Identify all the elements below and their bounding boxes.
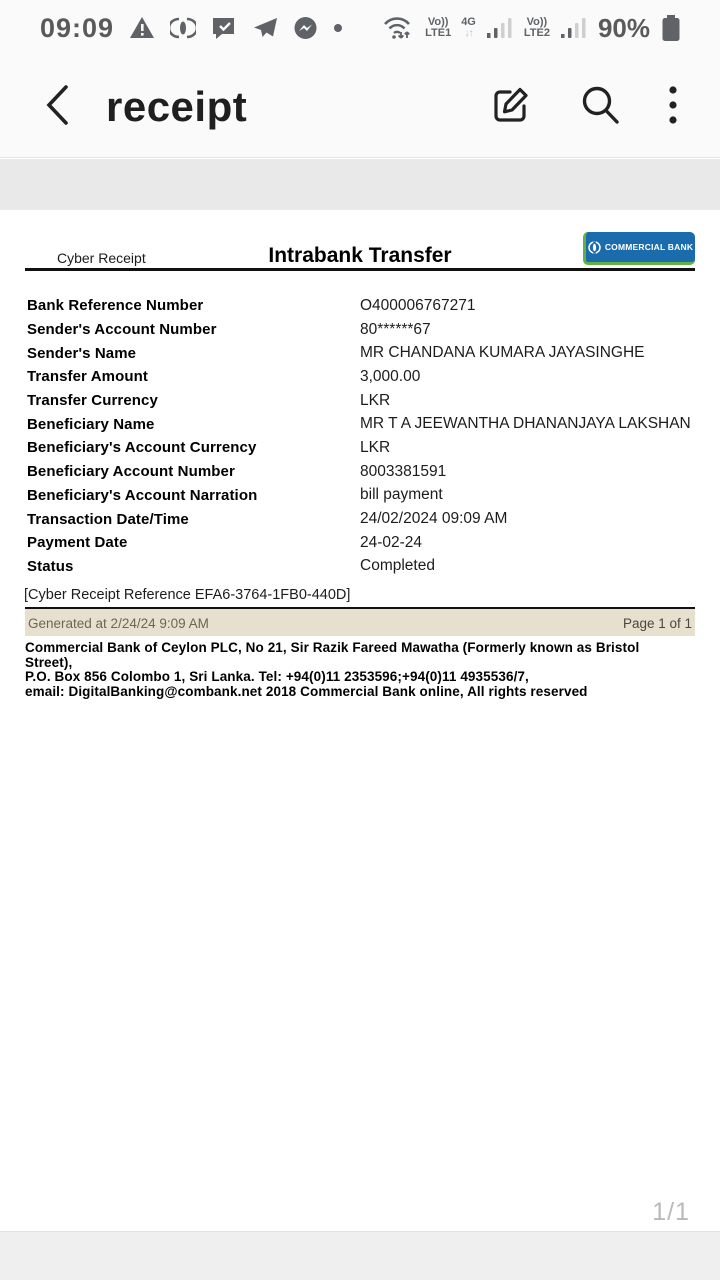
field-label: Bank Reference Number <box>27 297 204 315</box>
bottom-nav-bar <box>0 1231 720 1280</box>
field-value: MR CHANDANA KUMARA JAYASINGHE <box>360 344 645 362</box>
field-label: Payment Date <box>27 534 128 552</box>
overflow-menu-icon <box>668 84 678 129</box>
volte-lte2-indicator: Vo)) LTE2 <box>523 16 550 39</box>
field-value: LKR <box>360 438 391 456</box>
chat-icon <box>211 16 237 41</box>
edit-icon <box>490 84 532 129</box>
field-row <box>27 318 695 342</box>
field-value: 80******67 <box>360 320 431 338</box>
field-row <box>27 484 695 508</box>
bank-logo-glyph <box>588 241 601 254</box>
field-value: Completed <box>360 557 435 575</box>
receipt-fields <box>27 294 695 578</box>
4g-indicator: 4G ↓↑ <box>461 16 476 39</box>
field-value: bill payment <box>360 486 443 504</box>
address-line: email: DigitalBanking@combank.net 2018 Commercial Bank online, All rights reserved <box>25 683 588 699</box>
signal-bars-2 <box>560 15 588 41</box>
wifi-icon <box>381 14 415 42</box>
field-value: MR T A JEEWANTHA DHANANJAYA LAKSHAN <box>360 415 691 433</box>
status-bar <box>0 0 720 56</box>
app-bar <box>0 56 720 158</box>
bank-logo-text: COMMERCIAL BANK <box>604 242 694 252</box>
page-count-label: Page 1 of 1 <box>622 616 692 631</box>
volte-lte1-indicator: Vo)) LTE1 <box>425 16 452 39</box>
address-line: P.O. Box 856 Colombo 1, Sri Lanka. Tel: +94(0)11 2353596;+94(0)11 4935536/7, <box>25 669 529 685</box>
field-label: Beneficiary's Account Currency <box>27 439 257 457</box>
header-divider-line <box>25 268 695 271</box>
field-row <box>27 341 695 365</box>
field-value: 24-02-24 <box>360 533 423 551</box>
pdf-page-indicator: 1/1 <box>652 1198 690 1226</box>
field-row <box>27 531 695 555</box>
field-row <box>27 555 695 579</box>
field-label: Beneficiary Account Number <box>27 463 235 481</box>
status-time: 09:09 <box>40 12 115 43</box>
field-row <box>27 507 695 531</box>
page-title: receipt <box>106 82 248 130</box>
address-line: Commercial Bank of Ceylon PLC, No 21, Sir Razik Fareed Mawatha (Formerly known as Bristol Street), <box>25 640 640 670</box>
field-label: Sender's Account Number <box>27 321 217 339</box>
field-label: Sender's Name <box>27 344 137 362</box>
document-title: Intrabank Transfer <box>268 244 452 267</box>
commercial-bank-logo <box>583 232 695 265</box>
generated-timestamp: Generated at 2/24/24 9:09 AM <box>28 616 209 631</box>
signal-bars-1 <box>486 15 514 41</box>
field-label: Transfer Amount <box>27 368 148 386</box>
document-header <box>25 232 695 268</box>
field-row <box>27 294 695 318</box>
receipt-type-label: Cyber Receipt <box>57 250 146 266</box>
messenger-icon <box>293 16 318 41</box>
back-icon <box>44 84 70 129</box>
battery-percent: 90% <box>597 12 650 43</box>
field-row <box>27 412 695 436</box>
field-row <box>27 365 695 389</box>
field-label: Status <box>27 557 74 575</box>
notification-dot <box>333 23 343 33</box>
field-value: LKR <box>360 391 391 409</box>
overflow-menu-button[interactable] <box>668 84 678 129</box>
field-value: 8003381591 <box>360 462 447 480</box>
field-label: Beneficiary Name <box>27 415 155 433</box>
field-value: 24/02/2024 09:09 AM <box>360 510 508 528</box>
battery-icon <box>660 13 682 43</box>
field-label: Beneficiary's Account Narration <box>27 486 258 504</box>
field-label: Transaction Date/Time <box>27 510 189 528</box>
cyber-receipt-reference: [Cyber Receipt Reference EFA6-3764-1FB0-440D] <box>24 587 351 603</box>
viewer-background-band <box>0 159 720 210</box>
search-icon <box>580 84 620 129</box>
field-row <box>27 389 695 413</box>
telegram-icon <box>252 16 278 40</box>
field-row <box>27 460 695 484</box>
receipt-document-page <box>0 210 720 1231</box>
back-button[interactable] <box>44 84 70 129</box>
bank-address-footer <box>25 641 685 699</box>
search-button[interactable] <box>580 84 620 129</box>
field-row <box>27 436 695 460</box>
field-label: Transfer Currency <box>27 392 158 410</box>
edit-button[interactable] <box>490 84 532 129</box>
field-value: 3,000.00 <box>360 367 421 385</box>
warning-icon <box>129 16 155 40</box>
field-value: O400006767271 <box>360 296 476 314</box>
generated-bar <box>25 607 695 636</box>
circle-bar-icon <box>170 16 196 40</box>
